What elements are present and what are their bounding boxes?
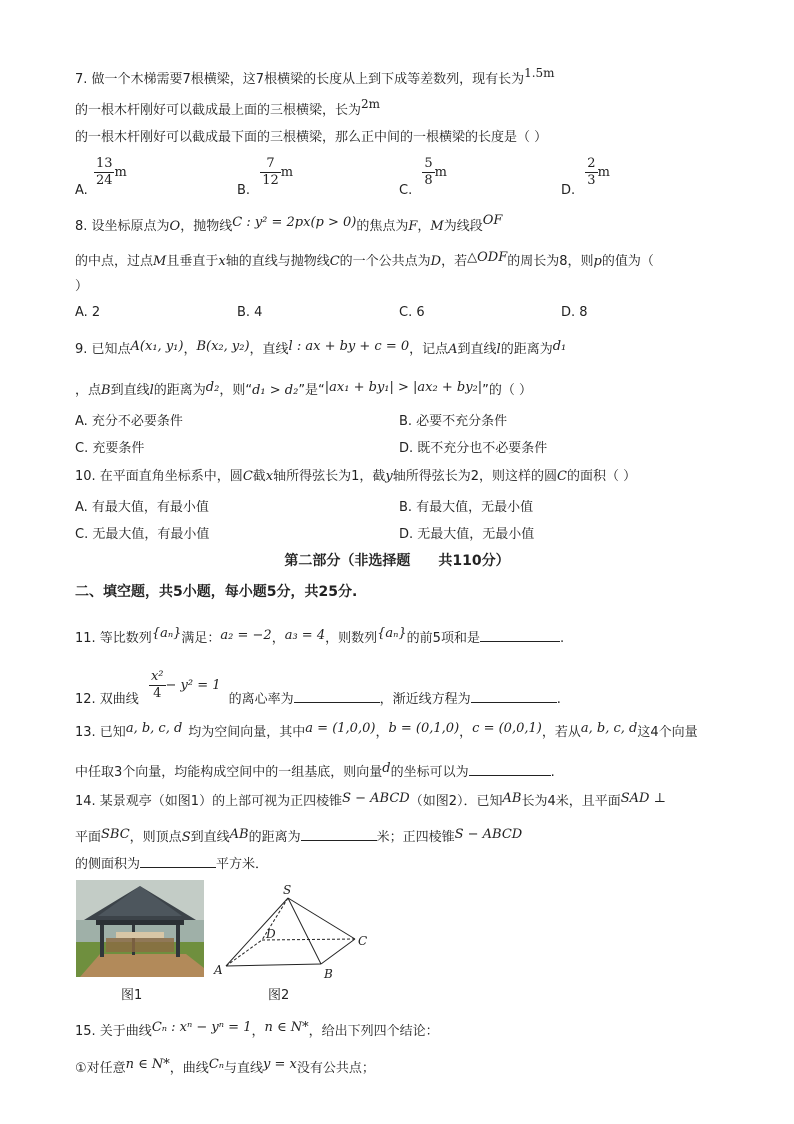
q10-option-c[interactable]: C. 无最大值，有最小值 bbox=[75, 527, 210, 542]
q9-option-a[interactable]: A. 充分不必要条件 bbox=[75, 414, 183, 429]
section-heading: 二、填空题，共5小题，每小题5分，共25分. bbox=[75, 584, 358, 600]
q12-eccentricity-blank[interactable] bbox=[294, 688, 380, 703]
q8-line1: 8. 设坐标原点为O，抛物线C : y² = 2px(p > 0)的焦点为F，M为线段OF bbox=[75, 213, 503, 234]
q14-line3: 的侧面积为 平方米． bbox=[75, 853, 268, 874]
q10-option-a[interactable]: A. 有最大值，有最小值 bbox=[75, 500, 209, 515]
q7-line3: 的一根木杆刚好可以截成最下面的三根横梁，那么正中间的一根横梁的长度是（ ） bbox=[75, 130, 548, 145]
q8-line3: ） bbox=[75, 279, 89, 294]
q12-hyperbola-fraction: $\frac{\text{x²}}{4}$ bbox=[150, 669, 164, 701]
q7-line1: 7. 做一个木梯需要7根横梁，这7根横梁的长度从上到下成等差数列，现有长为1.5m bbox=[75, 66, 555, 87]
q7-option-d[interactable]: D. $\frac{2}{3}$ m bbox=[561, 156, 610, 198]
q13-answer-blank[interactable] bbox=[469, 761, 551, 776]
q7-option-c[interactable]: C. $\frac{5}{8}$ m bbox=[399, 156, 447, 198]
q8-line2: 的中点，过点M且垂直于x轴的直线与抛物线C的一个公共点为D，若△ODF的周长为8，则p的值为（ bbox=[75, 250, 654, 269]
q8-option-b[interactable]: B. 4 bbox=[237, 305, 263, 320]
q13-line1: 13. 已知a, b, c, d 均为空间向量，其中a = (1,0,0)，b = (0,1,0)，c = (0,0,1)，若从a, b, c, d这4个向量 bbox=[75, 721, 698, 740]
vertex-label-s: S bbox=[283, 884, 292, 897]
q9-line2: ，点B到直线l的距离为d₂，则“d₁ > d₂”是“|ax₁ + by₁| > |ax₂ + by₂|”的（ ） bbox=[75, 380, 533, 398]
figure-2-caption: 图2 bbox=[268, 988, 290, 1003]
q8-option-d[interactable]: D. 8 bbox=[561, 305, 588, 320]
q11-answer-blank[interactable] bbox=[480, 627, 560, 642]
q14-line2: 平面SBC，则顶点S到直线AB的距离为 米；正四棱锥S − ABCD bbox=[75, 827, 523, 845]
q7-option-b[interactable]: B. $\frac{7}{12}$ m bbox=[237, 156, 294, 198]
vertex-label-d: D bbox=[266, 927, 276, 941]
q9-option-c[interactable]: C. 充要条件 bbox=[75, 441, 145, 456]
q9-option-b[interactable]: B. 必要不充分条件 bbox=[399, 414, 508, 429]
vertex-label-c: C bbox=[358, 934, 368, 948]
pyramid-diagram bbox=[210, 884, 375, 984]
q8-option-c[interactable]: C. 6 bbox=[399, 305, 425, 320]
edge-bc bbox=[321, 939, 355, 964]
q10-line1: 10. 在平面直角坐标系中，圆C截x轴所得弦长为1，截y轴所得弦长为2，则这样的圆C的面积（ ） bbox=[75, 469, 637, 484]
q9-option-d[interactable]: D. 既不充分也不必要条件 bbox=[399, 441, 548, 456]
edge-ad bbox=[226, 940, 262, 966]
pavilion-photo bbox=[76, 880, 204, 977]
vertex-label-a: A bbox=[214, 963, 223, 977]
q13-line2: 中任取3个向量，均能构成空间中的一组基底，则向量d的坐标可以为 . bbox=[75, 761, 555, 780]
q14-distance-blank[interactable] bbox=[301, 826, 377, 841]
q7-line2: 的一根木杆刚好可以截成最上面的三根横梁，长为2m bbox=[75, 97, 381, 118]
q9-line1: 9. 已知点A(x₁, y₁)，B(x₂, y₂)，直线l : ax + by + c = 0，记点A到直线l的距离为d₁ bbox=[75, 339, 567, 357]
part2-title: 第二部分（非选择题 共110分） bbox=[284, 553, 510, 569]
vertex-label-b: B bbox=[324, 967, 333, 981]
q12-line: 12. 双曲线 $\frac{\text{x²}}{4}$ − y² = 1 的离心率为 ，渐近线方程为 . bbox=[75, 669, 561, 707]
q15-line1: 15. 关于曲线Cₙ : xⁿ − yⁿ = 1，n ∈ N*，给出下列四个结论： bbox=[75, 1020, 439, 1039]
figure-1-caption: 图1 bbox=[121, 988, 143, 1003]
q15-conclusion-1: ①对任意n ∈ N*，曲线Cₙ与直线y = x没有公共点； bbox=[75, 1057, 375, 1076]
q12-asymptote-blank[interactable] bbox=[471, 688, 557, 703]
q7-option-a[interactable]: A. $\frac{13}{24}$ m bbox=[75, 156, 127, 198]
q10-option-d[interactable]: D. 无最大值，无最小值 bbox=[399, 527, 535, 542]
q14-area-blank[interactable] bbox=[140, 853, 216, 868]
edge-sa bbox=[226, 898, 288, 966]
edge-dc bbox=[262, 939, 355, 940]
q14-line1: 14. 某景观亭（如图1）的上部可视为正四棱锥S − ABCD（如图2）．已知AB长为4米，且平面SAD ⊥ bbox=[75, 791, 666, 809]
q11-line: 11. 等比数列{aₙ}满足：a₂ = −2，a₃ = 4，则数列{aₙ}的前5项和是 . bbox=[75, 626, 565, 646]
q8-option-a[interactable]: A. 2 bbox=[75, 305, 101, 320]
edge-ab bbox=[226, 964, 321, 966]
q10-option-b[interactable]: B. 有最大值，无最小值 bbox=[399, 500, 534, 515]
